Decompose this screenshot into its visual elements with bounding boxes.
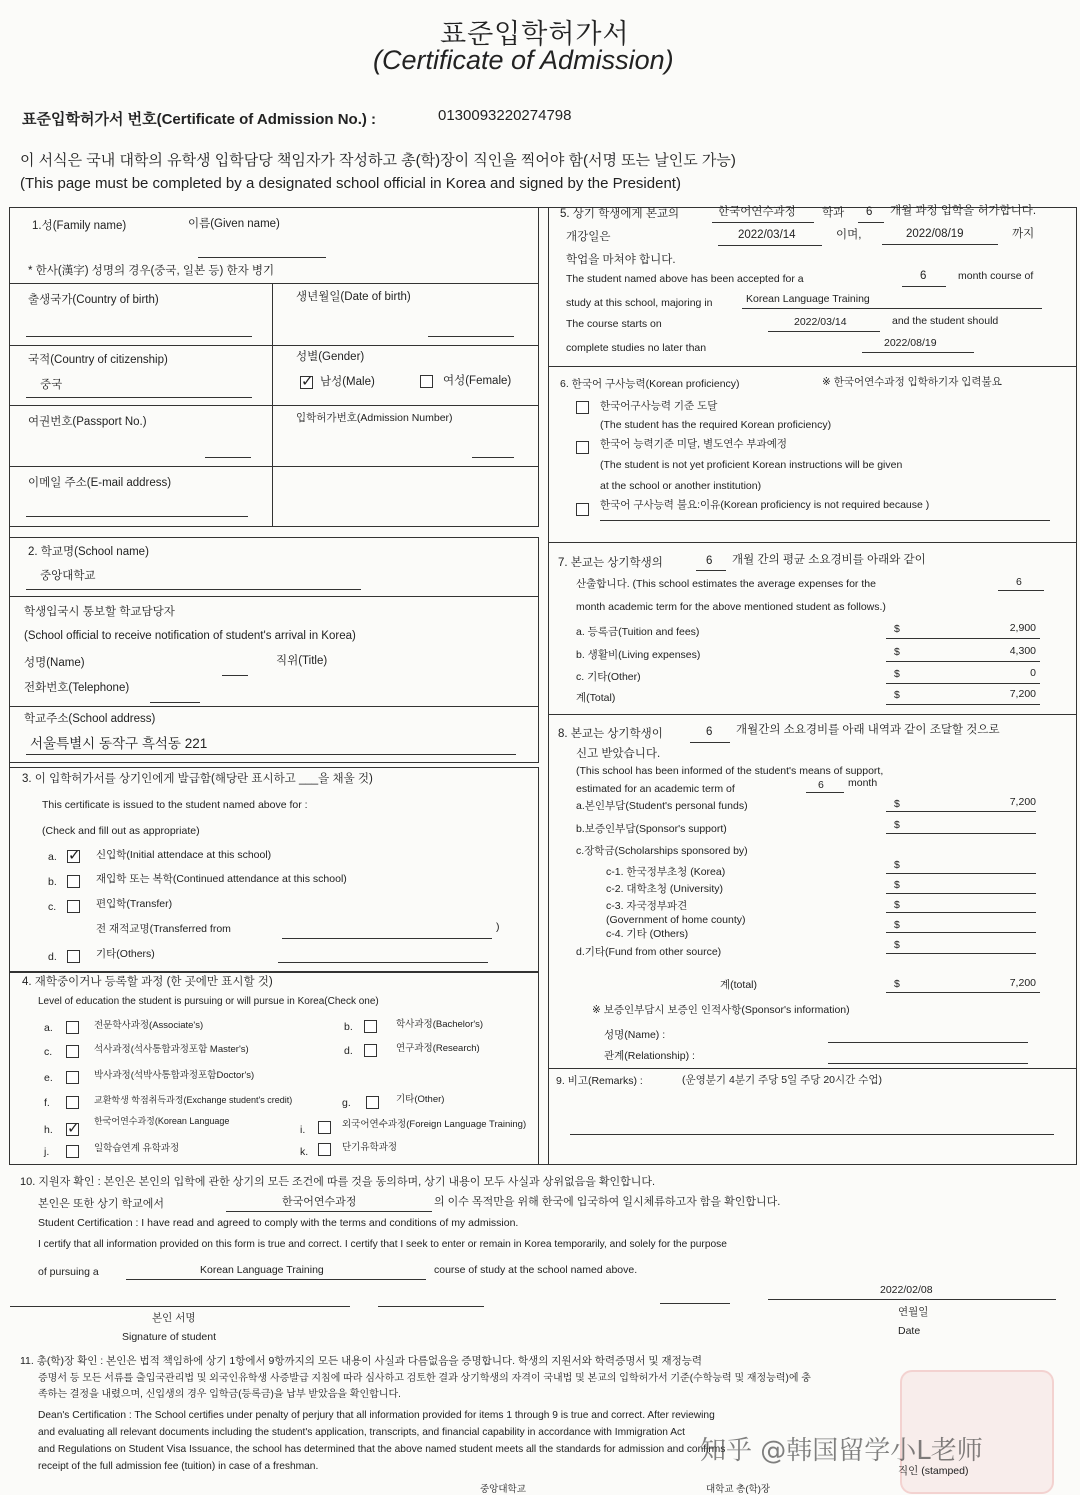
school-name-label: 2. 학교명(School name) [28, 546, 149, 558]
s8-months: 6 [818, 779, 824, 791]
signature-label-en: Signature of student [122, 1331, 216, 1343]
citizenship-field[interactable] [26, 397, 252, 398]
gender-label: 성별(Gender) [296, 351, 365, 363]
amount-line [886, 683, 1040, 684]
stamped-label: 직인 (stamped) [898, 1465, 969, 1477]
row-divider [9, 596, 539, 597]
s5-text: and the student should [892, 315, 999, 327]
currency-symbol: $ [894, 646, 900, 658]
amount-line [886, 992, 1040, 993]
option-letter: a. [44, 1022, 53, 1034]
currency-symbol: $ [894, 798, 900, 810]
currency-symbol: $ [894, 899, 900, 911]
student-certification: Student Certification : I have read and agreed to comply with the terms and conditions of my admission. [38, 1217, 519, 1229]
foreign-language-checkbox[interactable] [318, 1121, 331, 1134]
s5-start-date: 2022/03/14 [738, 229, 796, 241]
student-certification: I certify that all information provided on this form is true and correct. I certify that I seek to enter or remain in Korea temporarily, and solely for the purpose [38, 1239, 727, 1250]
s7-text: 개월 간의 평균 소요경비를 아래와 같이 [732, 554, 926, 566]
s8-text: month [848, 777, 878, 789]
short-term-checkbox[interactable] [318, 1143, 331, 1156]
course-of-study: Korean Language Training [200, 1264, 324, 1276]
s8-months-field[interactable] [690, 742, 730, 743]
s7-text: month academic term for the above mentioned student as follows.) [576, 601, 886, 613]
amount-line [886, 953, 1036, 954]
instruction-english: (This page must be completed by a designated school official in Korea and signed by the President) [20, 175, 681, 192]
telephone-label: 전화번호(Telephone) [24, 682, 130, 694]
passport-label: 여권번호(Passport No.) [28, 416, 147, 428]
not-required-checkbox[interactable] [576, 503, 589, 516]
row-divider [9, 706, 539, 707]
option-label: 일학습연계 유학과정 [94, 1143, 180, 1154]
school-official-english: (School official to receive notification of student's arrival in Korea) [24, 630, 356, 642]
s6-option-en: at the school or another institution) [600, 480, 762, 492]
amount-line [886, 833, 1036, 834]
dean-certification: Dean's Certification : The School certifies under penalty of perjury that all information provided for items 1 through 9 is true and correct. After reviewing [38, 1410, 715, 1421]
not-proficient-checkbox[interactable] [576, 441, 589, 454]
living-value: 4,300 [1009, 645, 1036, 657]
s5-text: 5. 상기 학생에게 본교의 [560, 208, 680, 220]
issued-for-text: This certificate is issued to the student named above for : [42, 799, 308, 811]
section-6-note: ※ 한국어연수과정 입학하기자 입력불요 [822, 376, 1002, 388]
bottom-president: 대학교 총(학)장 [706, 1484, 771, 1495]
remarks-label: 9. 비고(Remarks) : [556, 1075, 643, 1087]
scholarship-university: c-2. 대학초청 (University) [606, 883, 723, 895]
section-4-heading: 4. 재학중이거나 등록할 과정 (한 곳에만 표시할 것) [22, 976, 273, 988]
doctors-checkbox[interactable] [66, 1071, 79, 1084]
exchange-checkbox[interactable] [66, 1096, 79, 1109]
row-divider [548, 714, 1077, 715]
currency-symbol: $ [894, 939, 900, 951]
currency-symbol: $ [894, 978, 900, 990]
given-name-field[interactable] [198, 257, 326, 258]
s6-option-en: (The student is not yet proficient Korean instructions will be given [600, 459, 903, 471]
s5-end-date: 2022/08/19 [906, 228, 964, 240]
s5-months: 6 [866, 206, 873, 218]
option-label: 교환학생 학점취득과정(Exchange student's credit) [94, 1095, 293, 1105]
option-label: 신입학(Initial attendace at this school) [96, 849, 272, 861]
signature-label: 본인 서명 [152, 1312, 196, 1324]
dean-certification: and Regulations on Student Visa Issuance, the school has determined that the above named student meets all the standards for admission and confirms [38, 1444, 726, 1455]
option-letter: c. [44, 1046, 53, 1058]
s5-end-field[interactable] [862, 352, 974, 353]
dean-confirmation: 족하는 결정을 내렸으며, 신입생의 경우 입학금(등록금)을 납부 받았음을 확인합니다. [38, 1389, 401, 1400]
official-name-label: 성명(Name) [24, 657, 85, 669]
official-title-label: 직위(Title) [276, 655, 328, 667]
s5-start-field[interactable] [768, 331, 880, 332]
date-birth-field[interactable] [428, 336, 514, 337]
support-total-label: 계(total) [720, 979, 757, 991]
applicant-text: 본인은 또한 상기 학교에서 [38, 1198, 165, 1210]
initial-attendance-checkbox[interactable] [67, 850, 80, 863]
female-label: 여성(Female) [443, 375, 512, 387]
option-label: 외국어연수과정(Foreign Language Training) [342, 1119, 527, 1130]
s5-months-field[interactable] [902, 286, 946, 287]
option-label: 전문학사과정(Associate's) [94, 1020, 204, 1031]
s5-major-field[interactable] [742, 308, 1042, 309]
country-birth-label: 출생국가(Country of birth) [28, 294, 159, 306]
section-3-heading: 3. 이 입학허가서를 상기인에게 발급함(해당란 표시하고 ___을 채울 것) [22, 773, 373, 785]
option-label: 박사과정(석박사통합과정포함Doctor's) [94, 1070, 255, 1081]
option-label: 한국어연수과정(Korean Language [94, 1116, 230, 1126]
section-3-box [9, 767, 539, 972]
s6-reason-field[interactable] [600, 520, 1050, 521]
applicant-confirmation: 10. 지원자 확인 : 본인은 본인의 입학에 관한 상기의 모든 조건에 따를 것을 동의하며, 상기 내용이 모두 사실과 상위없음을 확인합니다. [20, 1176, 656, 1188]
living-label: b. 생활비(Living expenses) [576, 649, 701, 661]
cert-number-value: 0130093220274798 [438, 107, 572, 124]
dean-certification: and evaluating all relevant documents including the student's application, transcripts, and financial capability in accordance with Immigration Act [38, 1427, 685, 1438]
sponsor-name-label: 성명(Name) : [604, 1029, 666, 1041]
other-expense-label: c. 기타(Other) [576, 671, 641, 683]
option-letter: e. [44, 1072, 53, 1084]
school-address-value: 서울특별시 동작구 흑석동 221 [30, 736, 208, 751]
s7-text: 7. 본교는 상기학생의 [558, 557, 663, 569]
column-divider [548, 207, 549, 1165]
date-field-2[interactable] [660, 1303, 730, 1304]
row-divider [9, 345, 539, 346]
citizenship-value: 중국 [40, 379, 63, 391]
paren-close: ) [496, 921, 500, 933]
remarks-value: (운영분기 4분기 주당 5일 주당 20시간 수업) [682, 1074, 882, 1086]
option-letter: c. [48, 901, 57, 913]
sponsor-name-field[interactable] [828, 1042, 1028, 1043]
s6-option-en: (The student has the required Korean proficiency) [600, 419, 832, 431]
signature-field[interactable] [10, 1306, 350, 1307]
bachelors-checkbox[interactable] [364, 1020, 377, 1033]
tuition-label: a. 등록금(Tuition and fees) [576, 626, 700, 638]
row-divider [9, 283, 539, 284]
option-label: 석사과정(석사통합과정포함 Master's) [94, 1044, 249, 1055]
school-official-label: 학생입국시 통보할 학교담당자 [24, 606, 175, 618]
option-letter: b. [48, 876, 57, 888]
research-checkbox[interactable] [364, 1044, 377, 1057]
s5-program: 한국어연수과정 [718, 206, 796, 218]
s8-text: 신고 받았습니다. [576, 748, 661, 760]
date-field[interactable] [768, 1299, 1056, 1300]
total-expense-label: 계(Total) [576, 692, 616, 704]
s5-text: The student named above has been accepted for a [566, 273, 804, 285]
section-4-sub: Level of education the student is pursuing or will pursue in Korea(Check one) [38, 996, 379, 1007]
s5-major: Korean Language Training [746, 293, 870, 305]
other-fund-label: d.기타(Fund from other source) [576, 946, 722, 958]
s8-months-field[interactable] [806, 792, 844, 793]
date-label: 연월일 [898, 1306, 929, 1318]
dean-confirmation: 11. 총(학)장 확인 : 본인은 법적 책임하에 상기 1항에서 9항까지의 모든 내용이 사실과 다름없음을 증명합니다. 학생의 지원서와 학력증명서 및 재정능력 [20, 1355, 703, 1367]
option-letter: g. [342, 1097, 351, 1109]
option-label: 기타(Others) [96, 948, 155, 960]
school-address-field[interactable] [26, 754, 516, 755]
scholarship-home-gov: c-3. 자국정부파견 [606, 900, 688, 912]
transferred-from-field[interactable] [282, 938, 492, 939]
dean-certification: receipt of the full admission fee (tuition) in case of a freshman. [38, 1461, 319, 1472]
s5-text: study at this school, majoring in [566, 297, 713, 309]
passport-field[interactable] [205, 457, 251, 458]
amount-line [886, 661, 1040, 662]
s5-end-field[interactable] [882, 244, 998, 245]
proficient-checkbox[interactable] [576, 401, 589, 414]
option-letter: i. [300, 1124, 306, 1136]
female-checkbox[interactable] [420, 375, 433, 388]
amount-line [886, 638, 1040, 639]
korean-language-checkbox[interactable] [66, 1123, 79, 1136]
family-name-label: 1.성(Family name) [32, 220, 127, 232]
s7-months: 6 [706, 555, 713, 567]
s8-months: 6 [706, 726, 713, 738]
associates-checkbox[interactable] [66, 1021, 79, 1034]
email-field[interactable] [26, 516, 248, 517]
student-certification: of pursuing a [38, 1266, 99, 1278]
application-date: 2022/02/08 [880, 1284, 933, 1296]
currency-symbol: $ [894, 859, 900, 871]
citizenship-label: 국적(Country of citizenship) [28, 354, 168, 366]
email-label: 이메일 주소(E-mail address) [28, 477, 172, 489]
s7-months-field[interactable] [696, 570, 726, 571]
given-name-label: 이름(Given name) [188, 218, 280, 230]
row-divider [9, 466, 539, 467]
male-checkbox[interactable] [300, 376, 313, 389]
row-divider [548, 366, 1077, 367]
sponsor-support-label: b.보증인부담(Sponsor's support) [576, 823, 727, 835]
title-english: (Certificate of Admission) [373, 45, 674, 75]
remarks-field[interactable] [570, 1134, 1054, 1135]
title-korean: 표준입학허가서 [440, 19, 630, 49]
s5-text: 이며, [836, 229, 862, 241]
official-name-field[interactable] [222, 675, 248, 676]
s5-end-date: 2022/08/19 [884, 337, 937, 349]
amount-line [886, 932, 1036, 933]
admission-number-label: 입학허가번호(Admission Number) [296, 412, 453, 424]
sponsor-relationship-field[interactable] [828, 1063, 1028, 1064]
option-letter: f. [44, 1097, 50, 1109]
personal-funds-value: 7,200 [1009, 796, 1036, 808]
sponsor-info-heading: ※ 보증인부담시 보증인 인적사항(Sponsor's information) [592, 1004, 850, 1016]
scholarship-label: c.장학금(Scholarships sponsored by) [576, 845, 748, 857]
s5-text: 학업을 마쳐야 합니다. [566, 254, 676, 266]
row-divider [548, 1068, 1077, 1069]
currency-symbol: $ [894, 623, 900, 635]
option-label: 학사과정(Bachelor's) [396, 1019, 484, 1030]
course-of-study-field[interactable] [126, 1279, 426, 1280]
currency-symbol: $ [894, 879, 900, 891]
instruction-korean: 이 서식은 국내 대학의 유학생 입학담당 책임자가 작성하고 총(학)장이 직인을 찍어야 함(서명 또는 날인도 가능) [20, 152, 736, 169]
option-label: 편입학(Transfer) [96, 898, 173, 910]
dean-confirmation: 증명서 등 모든 서류를 출입국관리법 및 외국인유학생 사증발급 지침에 따라 심사하고 검토한 결과 상기학생의 자격이 국내법 및 본교의 입학허가서 기준(수학능력 및 재정능력)에 충 [38, 1373, 811, 1384]
s7-months: 6 [1016, 576, 1022, 588]
bottom-school: 중앙대학교 [480, 1484, 526, 1495]
chinese-name-note: * 한사(漢字) 성명의 경우(중국, 일본 등) 한자 병기 [28, 265, 275, 277]
section-6-heading: 6. 한국어 구사능력(Korean proficiency) [560, 378, 740, 390]
support-total-value: 7,200 [1009, 977, 1036, 989]
row-divider [548, 542, 1077, 543]
s5-start-date: 2022/03/14 [794, 316, 847, 328]
s8-text: 8. 본교는 상기학생이 [558, 728, 663, 740]
s6-option: 한국어 구사능력 불요:이유(Korean proficiency is not required because ) [600, 499, 930, 511]
amount-line [886, 811, 1036, 812]
s8-text: (This school has been informed of the student's means of support, [576, 765, 884, 777]
s5-text: 까지 [1012, 228, 1035, 240]
watermark: 知乎 @韩国留学小L老师 [700, 1436, 983, 1466]
option-label: 기타(Other) [396, 1094, 445, 1105]
option-letter: j. [44, 1146, 50, 1158]
school-name-value: 중앙대학교 [40, 570, 96, 582]
s5-text: The course starts on [566, 318, 662, 330]
applicant-text: 의 이수 목적만을 위해 한국에 입국하여 일시체류하고자 함을 확인합니다. [434, 1196, 781, 1208]
school-name-field[interactable] [26, 589, 361, 590]
amount-line [886, 704, 1040, 705]
male-label: 남성(Male) [320, 376, 375, 388]
option-letter: d. [344, 1045, 353, 1057]
s7-months-field[interactable] [998, 590, 1044, 591]
option-label: 재입학 또는 복학(Continued attendance at this school) [96, 873, 347, 885]
s5-text: 학과 [822, 207, 845, 219]
continued-attendance-checkbox[interactable] [67, 875, 80, 888]
scholarship-others: c-4. 기타 (Others) [606, 928, 689, 940]
option-letter: h. [44, 1124, 53, 1136]
masters-checkbox[interactable] [66, 1045, 79, 1058]
s5-program-field[interactable] [712, 222, 814, 223]
option-letter: k. [300, 1146, 309, 1158]
s8-text: estimated for an academic term of [576, 783, 735, 795]
option-letter: a. [48, 851, 57, 863]
tuition-value: 2,900 [1009, 622, 1036, 634]
s5-months: 6 [920, 270, 927, 282]
personal-funds-label: a.본인부담(Student's personal funds) [576, 800, 748, 812]
s5-text: 개강일은 [566, 231, 611, 243]
s8-text: 개월간의 소요경비를 아래 내역과 같이 조달할 것으로 [736, 724, 1000, 736]
telephone-field[interactable] [150, 702, 200, 703]
applicant-program-field[interactable] [226, 1211, 432, 1212]
option-letter: d. [48, 951, 57, 963]
s7-text: 산출합니다. (This school estimates the average expenses for the [576, 578, 876, 590]
row-divider [9, 405, 539, 406]
currency-symbol: $ [894, 919, 900, 931]
option-label: 연구과정(Research) [396, 1043, 480, 1054]
currency-symbol: $ [894, 689, 900, 701]
others-checkbox[interactable] [67, 950, 80, 963]
s5-text: month course of [958, 270, 1034, 282]
option-letter: b. [344, 1021, 353, 1033]
others-field[interactable] [278, 962, 488, 963]
scholarship-korea: c-1. 한국정부초청 (Korea) [606, 866, 726, 878]
amount-line [886, 873, 1036, 874]
currency-symbol: $ [894, 819, 900, 831]
option-label: 단기유학과정 [342, 1142, 398, 1153]
s5-text: 개월 과정 입학을 허가합니다. [890, 205, 1037, 217]
other-course-checkbox[interactable] [366, 1096, 379, 1109]
work-study-checkbox[interactable] [66, 1145, 79, 1158]
student-certification: course of study at the school named above. [434, 1264, 638, 1276]
date-birth-label: 생년월일(Date of birth) [296, 291, 411, 303]
s5-text: complete studies no later than [566, 342, 707, 354]
other-expense-value: 0 [1030, 667, 1036, 679]
currency-symbol: $ [894, 668, 900, 680]
sponsor-relationship-label: 관계(Relationship) : [604, 1050, 695, 1062]
school-address-label: 학교주소(School address) [24, 713, 156, 725]
cert-number-label: 표준입학허가서 번호(Certificate of Admission No.) : [22, 111, 377, 128]
scholarship-home-gov-en: (Government of home county) [606, 914, 746, 926]
s5-months-field[interactable] [858, 222, 884, 223]
applicant-program: 한국어연수과정 [282, 1196, 357, 1208]
admission-number-field[interactable] [472, 457, 514, 458]
total-expense-value: 7,200 [1009, 688, 1036, 700]
s6-option: 한국어구사능력 기준 도달 [600, 400, 718, 412]
check-instruction: (Check and fill out as appropriate) [42, 825, 200, 837]
country-birth-field[interactable] [26, 336, 252, 337]
date-label-en: Date [898, 1325, 921, 1337]
amount-line [886, 912, 1036, 913]
s5-start-field[interactable] [718, 245, 822, 246]
s6-option: 한국어 능력기준 미달, 별도연수 부과예정 [600, 438, 788, 450]
transfer-checkbox[interactable] [67, 900, 80, 913]
transferred-from-label: 전 재적교명(Transferred from [96, 923, 231, 935]
signature-field-2[interactable] [378, 1306, 484, 1307]
amount-line [886, 893, 1036, 894]
